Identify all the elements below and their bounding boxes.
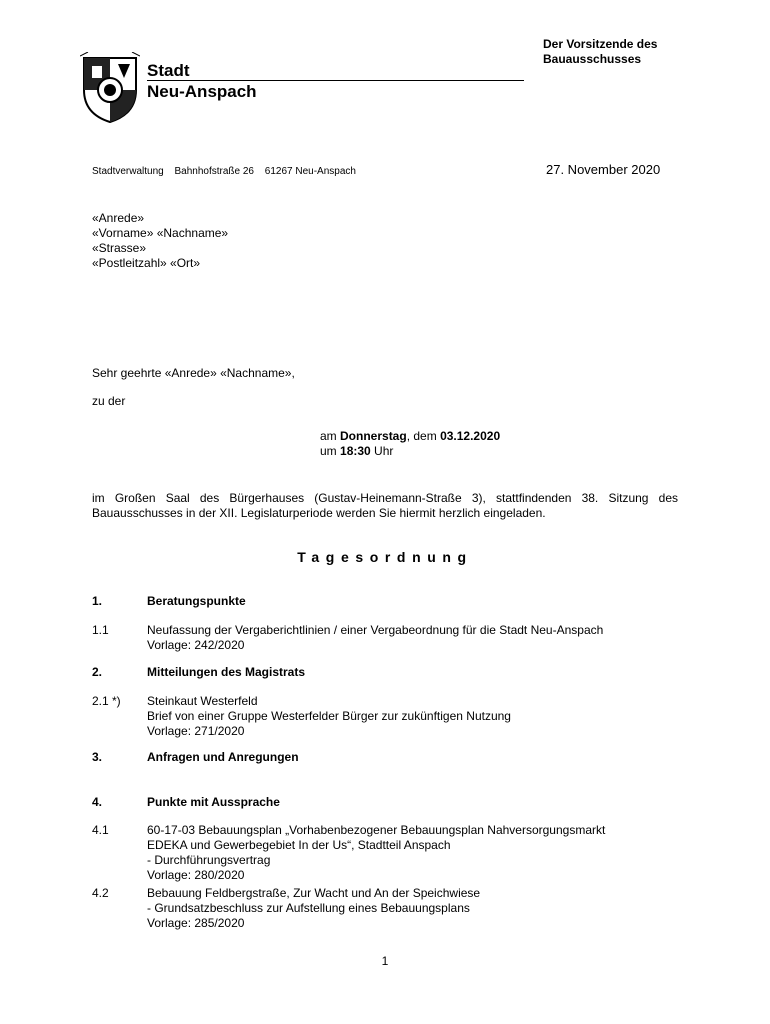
agenda-title: Tagesordnung (297, 549, 473, 565)
agenda-item-line: EDEKA und Gewerbegebiet In der Us“, Stadtteil Anspach (147, 838, 451, 852)
sender-address-line (92, 165, 364, 178)
agenda-item-line: Bebauung Feldbergstraße, Zur Wacht und An der Speichwiese (147, 886, 481, 900)
page-number: 1 (381, 954, 389, 968)
meeting-time: 18:30 (340, 444, 371, 458)
agenda-item-title: Anfragen und Anregungen (147, 750, 299, 764)
salutation: Sehr geehrte «Anrede» «Nachname», (92, 366, 295, 380)
sender-office: Stadtverwaltung (92, 166, 164, 177)
meeting-date-line: am Donnerstag, dem 03.12.2020 (320, 429, 501, 443)
agenda-item-line: Vorlage: 280/2020 (147, 868, 245, 882)
header-divider (147, 80, 524, 81)
agenda-item-number: 4. (92, 795, 103, 809)
agenda-item-number: 3. (92, 750, 103, 764)
agenda-item-number: 2.1 *) (92, 694, 121, 708)
agenda-item-line: 60-17-03 Bebauungsplan „Vorhabenbezogener Bebauungsplan Nahversorgungsmarkt (147, 823, 606, 837)
agenda-item-number: 1.1 (92, 623, 109, 637)
meeting-date: 03.12.2020 (440, 429, 501, 443)
agenda-item-title: Punkte mit Aussprache (147, 795, 280, 809)
agenda-item-number: 4.2 (92, 886, 109, 900)
coat-of-arms-icon (80, 52, 140, 124)
agenda-item-title: Mitteilungen des Magistrats (147, 665, 306, 679)
agenda-item-line: Neufassung der Vergaberichtlinien / einer Vergabeordnung für die Stadt Neu-Anspach (147, 623, 604, 637)
intro-phrase: zu der (92, 394, 126, 408)
chair-line1: Der Vorsitzende des (543, 37, 658, 51)
sender-city: 61267 Neu-Anspach (264, 166, 356, 177)
meeting-weekday: Donnerstag (340, 429, 407, 443)
agenda-item-title: Beratungspunkte (147, 594, 246, 608)
chair-title (543, 37, 657, 67)
agenda-item-line: Vorlage: 285/2020 (147, 916, 245, 930)
org-name (147, 60, 257, 102)
agenda-item-number: 1. (92, 594, 103, 608)
agenda-item-line: - Durchführungsvertrag (147, 853, 271, 867)
invitation-text (92, 491, 678, 521)
sender-street: Bahnhofstraße 26 (174, 166, 254, 177)
agenda-item-line: - Grundsatzbeschluss zur Aufstellung eines Bebauungsplans (147, 901, 470, 915)
meeting-time-line: um 18:30 Uhr (320, 444, 394, 458)
recipient-line4: «Postleitzahl» «Ort» (92, 256, 201, 270)
recipient-address (92, 211, 228, 271)
letter-date: 27. November 2020 (546, 162, 661, 177)
agenda-item-line: Vorlage: 271/2020 (147, 724, 245, 738)
org-name-line2: Neu-Anspach (147, 82, 257, 101)
agenda-item-number: 4.1 (92, 823, 109, 837)
invitation-line2: Bauausschusses in der XII. Legislaturperiode werden Sie hiermit herzlich eingeladen. (92, 506, 546, 520)
org-name-line1: Stadt (147, 61, 190, 80)
recipient-line3: «Strasse» (92, 241, 147, 255)
agenda-item-line: Vorlage: 242/2020 (147, 638, 245, 652)
agenda-item-number: 2. (92, 665, 103, 679)
invitation-line1: im Großen Saal des Bürgerhauses (Gustav-Heinemann-Straße 3), stattfindenden 38. Sitzung des (92, 491, 678, 505)
agenda-item-line: Steinkaut Westerfeld (147, 694, 258, 708)
agenda-item-line: Brief von einer Gruppe Westerfelder Bürger zur zukünftigen Nutzung (147, 709, 511, 723)
recipient-line2: «Vorname» «Nachname» (92, 226, 229, 240)
chair-line2: Bauausschusses (543, 52, 642, 66)
recipient-line1: «Anrede» (92, 211, 145, 225)
meeting-when (320, 429, 500, 459)
